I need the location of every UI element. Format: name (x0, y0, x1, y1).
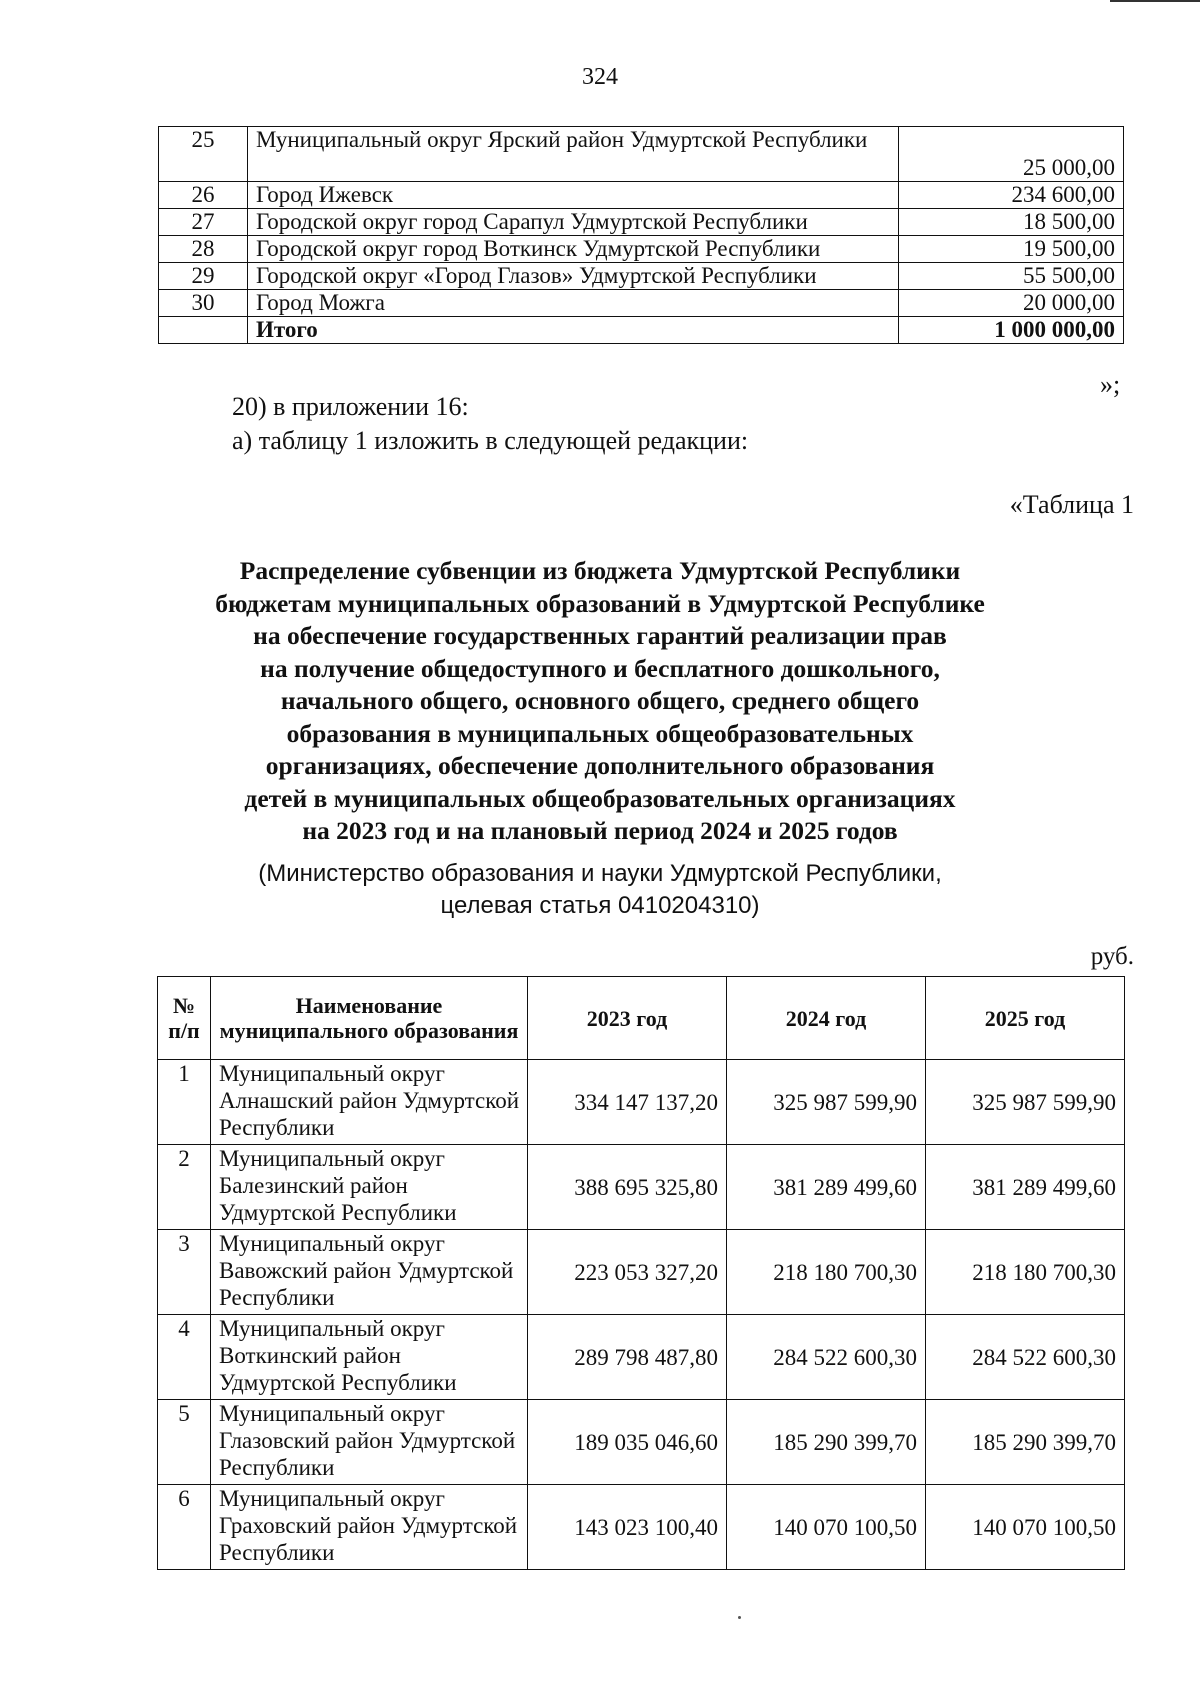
value-2025: 381 289 499,60 (926, 1145, 1125, 1230)
table-subheading (0, 858, 1200, 922)
table-row (159, 182, 1124, 209)
row-number: 6 (158, 1485, 211, 1570)
heading-line: бюджетам муниципальных образований в Удмуртской Республике (215, 588, 985, 618)
scan-speck (738, 1616, 741, 1619)
row-number: 25 (159, 127, 248, 182)
value-2023: 189 035 046,60 (528, 1400, 727, 1485)
subheading-line: (Министерство образования и науки Удмуртской Республики, (258, 860, 942, 887)
municipality-name: Городской округ город Воткинск Удмуртской Республики (248, 236, 899, 263)
value-2024: 185 290 399,70 (727, 1400, 926, 1485)
value-2023: 223 053 327,20 (528, 1230, 727, 1315)
value-2025: 284 522 600,30 (926, 1315, 1125, 1400)
value-2024: 218 180 700,30 (727, 1230, 926, 1315)
total-label: Итого (248, 317, 899, 344)
value-2023: 289 798 487,80 (528, 1315, 727, 1400)
table-row (159, 263, 1124, 290)
value-2025: 218 180 700,30 (926, 1230, 1125, 1315)
closing-quote: »; (1100, 370, 1121, 399)
table-row (158, 1230, 1125, 1315)
row-number: 5 (158, 1400, 211, 1485)
main-table (157, 976, 1125, 1570)
table-heading (0, 555, 1200, 848)
row-number: 29 (159, 263, 248, 290)
heading-line: организациях, обеспечение дополнительного образования (265, 751, 935, 780)
table-row (159, 127, 1124, 182)
municipality-name: Муниципальный округ Балезинский район Удмуртской Республики (211, 1145, 528, 1230)
row-number: 28 (159, 236, 248, 263)
row-number: 30 (159, 290, 248, 317)
top-table (158, 126, 1124, 344)
value-2023: 388 695 325,80 (528, 1145, 727, 1230)
municipality-name: Муниципальный округ Глазовский район Удмуртской Республики (211, 1400, 528, 1485)
municipality-name: Муниципальный округ Воткинский район Удмуртской Республики (211, 1315, 528, 1400)
row-number: 26 (159, 182, 248, 209)
value-2025: 140 070 100,50 (926, 1485, 1125, 1570)
total-amount: 1 000 000,00 (899, 317, 1124, 344)
amount: 19 500,00 (899, 236, 1124, 263)
municipality-name: Муниципальный округ Вавожский район Удмуртской Республики (211, 1230, 528, 1315)
table-row (158, 1315, 1125, 1400)
currency-unit: руб. (1090, 943, 1134, 970)
municipality-name: Город Ижевск (248, 182, 899, 209)
header-2025: 2025 год (926, 977, 1125, 1060)
main-table-header-row (158, 977, 1125, 1060)
table-row (158, 1400, 1125, 1485)
amount: 20 000,00 (899, 290, 1124, 317)
municipality-name: Городской округ город Сарапул Удмуртской Республики (248, 209, 899, 236)
page-number: 324 (582, 64, 618, 90)
table-row (158, 1145, 1125, 1230)
table-row (159, 290, 1124, 317)
heading-line: образования в муниципальных общеобразовательных (286, 718, 914, 748)
heading-line: на получение общедоступного и бесплатного дошкольного, (260, 653, 940, 683)
value-2024: 140 070 100,50 (727, 1485, 926, 1570)
value-2025: 185 290 399,70 (926, 1400, 1125, 1485)
table-row (158, 1060, 1125, 1145)
municipality-name: Городской округ «Город Глазов» Удмуртской Республики (248, 263, 899, 290)
row-number: 27 (159, 209, 248, 236)
row-number: 2 (158, 1145, 211, 1230)
row-number: 4 (158, 1315, 211, 1400)
municipality-name: Муниципальный округ Алнашский район Удмуртской Республики (211, 1060, 528, 1145)
amount: 18 500,00 (899, 209, 1124, 236)
header-num: № п/п (158, 977, 211, 1060)
value-2023: 143 023 100,40 (528, 1485, 727, 1570)
heading-line: начального общего, основного общего, среднего общего (280, 686, 920, 715)
municipality-name: Город Можга (248, 290, 899, 317)
header-name: Наименование муниципального образования (211, 977, 528, 1060)
row-number: 1 (158, 1060, 211, 1145)
value-2024: 325 987 599,90 (727, 1060, 926, 1145)
table-row (158, 1485, 1125, 1570)
municipality-name: Муниципальный округ Ярский район Удмуртской Республики (248, 127, 899, 182)
value-2024: 381 289 499,60 (727, 1145, 926, 1230)
municipality-name: Муниципальный округ Граховский район Удмуртской Республики (211, 1485, 528, 1570)
paragraph-appendix: 20) в приложении 16: (232, 392, 469, 421)
amount: 55 500,00 (899, 263, 1124, 290)
amount: 25 000,00 (899, 127, 1124, 182)
heading-line: детей в муниципальных общеобразовательных организациях (244, 783, 956, 813)
value-2024: 284 522 600,30 (727, 1315, 926, 1400)
value-2023: 334 147 137,20 (528, 1060, 727, 1145)
table-label: «Таблица 1 (1009, 490, 1134, 519)
amount: 234 600,00 (899, 182, 1124, 209)
table-row (159, 236, 1124, 263)
value-2025: 325 987 599,90 (926, 1060, 1125, 1145)
scan-edge-line (1110, 0, 1200, 2)
heading-line: Распределение субвенции из бюджета Удмуртской Республики (239, 556, 961, 585)
header-2024: 2024 год (727, 977, 926, 1060)
paragraph-instruction: а) таблицу 1 изложить в следующей редакции: (232, 426, 749, 455)
heading-line: на 2023 год и на плановый период 2024 и 2025 годов (302, 816, 898, 845)
header-2023: 2023 год (528, 977, 727, 1060)
subheading-line: целевая статья 0410204310) (440, 892, 760, 919)
heading-line: на обеспечение государственных гарантий реализации прав (253, 621, 947, 650)
row-number: 3 (158, 1230, 211, 1315)
table-row (159, 209, 1124, 236)
total-row (159, 317, 1124, 344)
total-num-cell (159, 317, 248, 344)
